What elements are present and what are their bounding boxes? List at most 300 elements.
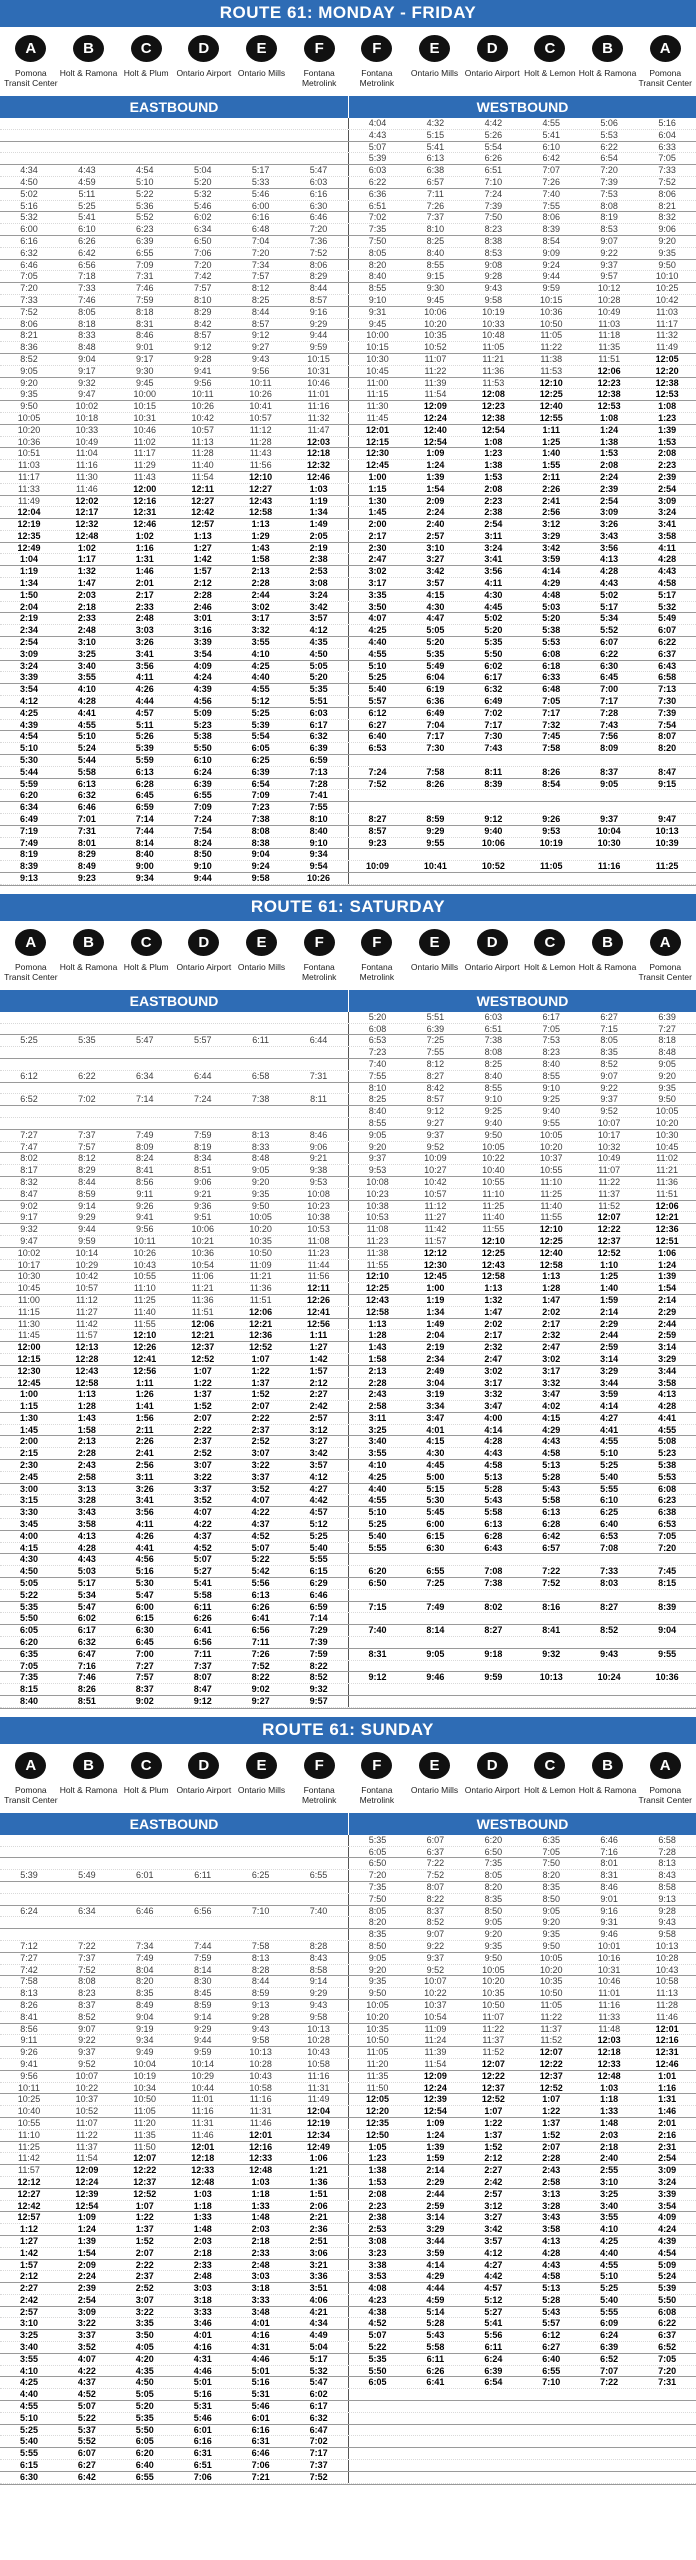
- time-cell: 9:32: [78, 377, 96, 388]
- time-cell: [522, 1554, 580, 1565]
- time-cell: 9:27: [251, 1696, 270, 1707]
- time-cell: 3:44: [426, 2235, 445, 2246]
- time-cell: 5:10: [19, 2412, 38, 2423]
- time-cell: 11:03: [656, 306, 679, 317]
- time-cell: 1:33: [193, 2212, 212, 2223]
- time-cell: 4:13: [542, 2235, 561, 2246]
- time-cell: 8:47: [20, 1188, 38, 1199]
- time-cell: 2:02: [542, 1306, 561, 1317]
- time-cell: 2:39: [77, 2283, 96, 2294]
- time-cell: 8:39: [658, 1601, 677, 1612]
- time-cell: 4:40: [348, 1484, 407, 1495]
- time-cell: 2:48: [77, 625, 96, 636]
- time-cell: 2:00: [19, 1436, 38, 1447]
- time-cell: [580, 1554, 638, 1565]
- westbound-label: WESTBOUND: [348, 1813, 696, 1835]
- time-cell: 4:01: [193, 2330, 212, 2341]
- time-cell: [290, 1894, 348, 1905]
- time-cell: 12:22: [133, 2165, 157, 2176]
- stop-name: Holt & Ramona: [59, 68, 118, 78]
- time-cell: 11:25: [133, 1294, 156, 1305]
- time-cell: 8:18: [78, 318, 96, 329]
- stop-eb-C: [117, 929, 175, 984]
- time-cell: 1:51: [309, 2188, 328, 2199]
- time-cell: 9:10: [542, 1082, 561, 1093]
- time-cell: 6:39: [426, 1023, 445, 1034]
- stop-letter-icon: B: [73, 1752, 104, 1779]
- time-cell: 2:58: [542, 2176, 561, 2187]
- time-cell: 8:19: [193, 1141, 212, 1152]
- time-cell: 4:42: [484, 118, 503, 128]
- time-cell: 3:21: [309, 2259, 328, 2270]
- time-cell: 7:06: [193, 247, 212, 258]
- time-cell: 9:32: [20, 1224, 38, 1235]
- time-cell: 4:11: [484, 578, 503, 589]
- time-cell: 5:01: [251, 2365, 270, 2376]
- time-cell: 1:13: [484, 1283, 503, 1294]
- time-cell: 9:53: [542, 825, 561, 836]
- schedule-row: [0, 2425, 696, 2437]
- time-cell: 3:16: [193, 625, 212, 636]
- time-cell: 6:43: [658, 660, 677, 671]
- time-cell: 4:43: [658, 566, 677, 577]
- time-cell: 2:40: [426, 519, 445, 530]
- time-cell: 5:39: [251, 719, 270, 730]
- time-cell: 12:26: [133, 1342, 157, 1353]
- time-cell: 9:52: [426, 1141, 445, 1152]
- time-cell: 9:05: [20, 365, 38, 376]
- time-cell: 10:10: [655, 271, 679, 282]
- time-cell: 3:09: [658, 2165, 677, 2176]
- time-cell: 8:06: [542, 212, 561, 223]
- time-cell: 11:03: [598, 318, 621, 329]
- time-cell: 2:54: [600, 495, 619, 506]
- time-cell: 8:43: [309, 1952, 328, 1963]
- time-cell: 10:43: [307, 2047, 330, 2058]
- time-cell: 11:42: [424, 1224, 447, 1235]
- time-cell: 5:10: [348, 1507, 407, 1518]
- time-cell: 4:13: [658, 1389, 677, 1400]
- schedule-row: [0, 590, 696, 602]
- time-cell: 7:27: [20, 1129, 38, 1140]
- time-cell: 9:10: [348, 295, 407, 306]
- time-cell: 7:06: [251, 2460, 270, 2471]
- time-cell: 9:28: [251, 2011, 270, 2022]
- time-cell: 6:43: [484, 1542, 503, 1553]
- time-cell: 9:52: [600, 1106, 618, 1117]
- stop-name: Holt & Ramona: [578, 1784, 637, 1795]
- time-cell: 10:05: [348, 2000, 407, 2011]
- time-cell: 3:00: [19, 1483, 38, 1494]
- time-cell: 7:39: [600, 176, 618, 187]
- stop-eb-F: [290, 929, 348, 984]
- time-cell: 3:32: [484, 1389, 503, 1400]
- time-cell: [174, 1024, 232, 1035]
- time-cell: 4:58: [658, 578, 677, 589]
- schedule-row: [0, 1696, 696, 1708]
- schedule-row: [0, 2118, 696, 2130]
- time-cell: 3:22: [193, 1471, 212, 1482]
- time-cell: 8:37: [78, 1999, 96, 2010]
- time-cell: 12:46: [655, 2058, 679, 2069]
- time-cell: 6:34: [19, 802, 38, 813]
- time-cell: 12:58: [539, 1259, 563, 1270]
- time-cell: 9:17: [78, 365, 96, 376]
- time-cell: 9:58: [484, 294, 503, 305]
- stop-eb-E: [233, 1752, 291, 1807]
- time-cell: 8:51: [193, 1165, 212, 1176]
- schedule-row: [0, 2342, 696, 2354]
- time-cell: 8:46: [309, 1129, 328, 1140]
- time-cell: 1:27: [309, 1342, 328, 1353]
- time-cell: [174, 1847, 232, 1858]
- time-cell: 1:46: [135, 566, 154, 577]
- time-cell: 5:05: [309, 660, 328, 671]
- time-cell: 12:53: [597, 401, 621, 412]
- time-cell: 9:47: [78, 389, 96, 400]
- time-cell: 5:41: [484, 2318, 503, 2329]
- time-cell: 6:33: [658, 141, 676, 152]
- time-cell: 1:42: [309, 1353, 328, 1364]
- time-cell: 4:25: [348, 625, 407, 636]
- time-cell: 4:11: [658, 542, 676, 553]
- time-cell: 9:24: [542, 259, 561, 270]
- schedule-row: [0, 1472, 696, 1484]
- time-cell: 1:48: [193, 2224, 212, 2235]
- time-cell: 5:45: [426, 1507, 445, 1518]
- time-cell: 5:08: [658, 1436, 677, 1447]
- time-cell: [290, 1858, 348, 1869]
- time-cell: 2:17: [542, 1318, 561, 1329]
- time-cell: 6:26: [78, 235, 96, 246]
- time-cell: 10:20: [348, 2012, 407, 2023]
- time-cell: 2:28: [348, 1378, 407, 1389]
- time-cell: 6:37: [658, 648, 677, 659]
- time-cell: 12:01: [348, 425, 407, 436]
- time-cell: 8:29: [77, 849, 96, 860]
- time-cell: 6:52: [20, 1094, 38, 1105]
- schedule-row: [0, 165, 696, 177]
- time-cell: 9:59: [542, 283, 561, 294]
- schedule-row: [0, 578, 696, 590]
- time-cell: 1:47: [542, 1294, 561, 1305]
- time-cell: 5:50: [193, 743, 212, 754]
- time-cell: [580, 1661, 638, 1672]
- time-cell: 11:22: [482, 2023, 505, 2034]
- time-cell: 10:55: [133, 1271, 157, 1282]
- time-cell: 4:42: [484, 2271, 503, 2282]
- schedule-row: [0, 720, 696, 732]
- time-cell: 8:57: [309, 294, 328, 305]
- time-cell: 5:55: [600, 2306, 619, 2317]
- time-cell: 8:11: [484, 766, 503, 777]
- time-cell: 7:46: [136, 283, 154, 294]
- time-cell: 9:44: [193, 873, 212, 883]
- time-cell: 10:08: [348, 1177, 407, 1188]
- stop-eb-B: [60, 35, 118, 90]
- time-cell: 9:57: [309, 1696, 328, 1707]
- time-cell: 12:32: [75, 519, 99, 530]
- time-cell: 6:08: [658, 1483, 677, 1494]
- time-cell: [522, 2401, 580, 2412]
- time-cell: [58, 1929, 116, 1940]
- time-cell: 5:49: [78, 1870, 96, 1881]
- time-cell: 10:35: [348, 2024, 407, 2035]
- time-cell: [0, 1835, 58, 1846]
- time-cell: 3:22: [77, 2318, 96, 2329]
- time-cell: 1:07: [484, 2106, 503, 2117]
- time-cell: 12:54: [423, 2106, 447, 2117]
- time-cell: 1:48: [600, 2117, 619, 2128]
- time-cell: [522, 2425, 580, 2436]
- time-cell: 8:10: [426, 224, 445, 235]
- time-cell: 1:42: [19, 2247, 38, 2258]
- time-cell: 3:29: [542, 530, 561, 541]
- time-cell: [232, 1917, 290, 1928]
- stop-name: Pomona Transit Center: [4, 961, 58, 982]
- time-cell: 12:56: [307, 1318, 331, 1329]
- time-cell: 7:29: [309, 1625, 328, 1636]
- time-cell: 11:24: [424, 2035, 447, 2046]
- time-cell: 2:58: [348, 1401, 407, 1412]
- time-cell: 7:58: [251, 1940, 270, 1951]
- time-cell: 5:16: [251, 2377, 270, 2388]
- time-cell: [522, 790, 580, 801]
- time-cell: 1:15: [348, 484, 407, 495]
- time-cell: 3:09: [19, 648, 38, 659]
- time-cell: 9:44: [309, 330, 328, 341]
- time-cell: 12:51: [655, 1235, 679, 1246]
- time-cell: 11:42: [75, 1318, 98, 1329]
- time-cell: 9:30: [426, 283, 445, 294]
- time-cell: 10:48: [482, 330, 505, 341]
- time-cell: 4:11: [136, 672, 154, 683]
- time-cell: 7:55: [309, 802, 328, 813]
- time-cell: 1:30: [348, 496, 407, 507]
- time-cell: 12:52: [191, 1353, 215, 1364]
- time-cell: 10:15: [539, 294, 563, 305]
- stop-wb-D: [463, 35, 521, 90]
- time-cell: 10:02: [17, 1247, 41, 1258]
- stop-letter-icon: B: [73, 929, 104, 956]
- time-cell: 4:10: [77, 684, 96, 695]
- time-cell: 3:32: [251, 625, 270, 636]
- time-cell: 2:01: [658, 2117, 677, 2128]
- time-cell: 7:37: [426, 212, 445, 223]
- time-cell: 4:25: [251, 660, 270, 671]
- time-cell: [116, 1882, 174, 1893]
- time-cell: 2:59: [426, 2200, 445, 2211]
- time-cell: 2:30: [348, 543, 407, 554]
- time-cell: [464, 802, 522, 813]
- time-cell: 9:35: [348, 1976, 407, 1987]
- time-cell: 5:59: [19, 778, 38, 789]
- time-cell: 4:50: [135, 2377, 154, 2388]
- schedule-row: [0, 1094, 696, 1106]
- time-cell: [348, 1554, 407, 1565]
- time-cell: [464, 2448, 522, 2459]
- stop-name: Fontana Metrolink: [301, 961, 337, 982]
- time-cell: 11:55: [540, 1212, 563, 1223]
- time-cell: 8:58: [309, 1964, 328, 1975]
- stop-name: Pomona Transit Center: [4, 68, 58, 88]
- time-cell: 3:43: [542, 2212, 561, 2223]
- time-cell: 7:17: [484, 719, 503, 730]
- time-cell: 10:43: [133, 1259, 157, 1270]
- time-cell: 2:40: [600, 2153, 619, 2164]
- schedule-row: [0, 1024, 696, 1036]
- time-cell: 5:02: [484, 613, 503, 624]
- time-cell: 12:27: [17, 2188, 41, 2199]
- time-cell: 1:57: [19, 2259, 38, 2270]
- time-cell: 8:18: [658, 1035, 676, 1046]
- stop-wb-F: [348, 929, 406, 984]
- time-cell: 4:26: [135, 1530, 154, 1541]
- time-cell: 3:17: [251, 613, 270, 624]
- time-cell: 3:24: [309, 589, 328, 600]
- time-cell: 10:37: [424, 1999, 447, 2010]
- time-cell: 2:58: [77, 1471, 96, 1482]
- time-cell: [116, 1047, 174, 1058]
- time-cell: 5:50: [348, 2366, 407, 2377]
- time-cell: 6:17: [484, 672, 503, 683]
- time-cell: 10:09: [348, 861, 407, 872]
- time-cell: 3:42: [542, 542, 561, 553]
- time-cell: 5:24: [77, 743, 96, 754]
- time-cell: 12:15: [17, 1353, 41, 1364]
- time-cell: 11:37: [75, 2141, 98, 2152]
- time-cell: 10:42: [424, 1176, 447, 1187]
- time-cell: 1:39: [77, 2235, 96, 2246]
- schedule-row: [0, 2165, 696, 2177]
- time-cell: [348, 2401, 407, 2412]
- time-cell: 10:05: [482, 1964, 505, 1975]
- time-cell: 8:35: [542, 1882, 561, 1892]
- time-cell: 2:02: [484, 1318, 503, 1329]
- time-cell: 2:00: [348, 519, 407, 530]
- time-cell: [580, 2425, 638, 2436]
- time-cell: 5:38: [193, 731, 212, 742]
- time-cell: 2:47: [542, 1342, 561, 1353]
- time-cell: 9:21: [309, 1153, 328, 1164]
- time-cell: 11:49: [18, 495, 40, 506]
- time-cell: 12:45: [17, 1377, 41, 1388]
- time-cell: 11:09: [249, 1259, 272, 1270]
- schedule-row: [0, 1917, 696, 1929]
- time-cell: 5:32: [658, 601, 677, 612]
- time-cell: 6:00: [426, 1519, 445, 1530]
- time-cell: 4:21: [309, 2306, 328, 2317]
- time-cell: 11:49: [307, 2094, 330, 2105]
- time-cell: 4:52: [348, 2318, 407, 2329]
- time-cell: 4:47: [426, 613, 445, 624]
- time-cell: 7:35: [19, 1672, 38, 1683]
- time-cell: 11:22: [598, 1176, 621, 1187]
- time-cell: 7:37: [309, 2460, 328, 2471]
- time-cell: 7:05: [658, 2353, 677, 2364]
- time-cell: 12:35: [348, 2118, 407, 2129]
- time-cell: 10:35: [424, 330, 447, 341]
- time-cell: 10:26: [307, 873, 331, 883]
- time-cell: 7:01: [77, 814, 96, 825]
- time-cell: [232, 1106, 290, 1117]
- time-cell: 5:56: [484, 2330, 503, 2341]
- time-cell: 9:47: [658, 814, 677, 825]
- time-cell: 7:59: [136, 294, 154, 305]
- time-cell: 6:31: [193, 2448, 212, 2459]
- time-cell: 11:00: [348, 378, 407, 389]
- time-cell: 8:50: [484, 1905, 503, 1916]
- time-cell: 7:52: [542, 1578, 561, 1589]
- time-cell: 5:50: [135, 2424, 154, 2435]
- time-cell: 4:28: [658, 1401, 677, 1412]
- time-cell: 7:18: [78, 271, 96, 282]
- time-cell: 6:24: [484, 2353, 503, 2364]
- time-cell: 2:48: [135, 613, 154, 624]
- time-cell: 3:50: [135, 2330, 154, 2341]
- time-cell: 5:20: [309, 672, 328, 683]
- time-cell: [406, 1613, 464, 1624]
- time-cell: 12:45: [423, 1271, 447, 1282]
- time-cell: 7:50: [348, 236, 407, 247]
- time-cell: 3:25: [600, 2188, 619, 2199]
- time-cell: 5:16: [658, 118, 676, 128]
- time-cell: 8:08: [251, 825, 270, 836]
- time-cell: 3:09: [600, 507, 619, 518]
- time-cell: 6:26: [484, 153, 503, 164]
- time-cell: 6:16: [309, 188, 328, 199]
- time-cell: 6:05: [135, 2436, 154, 2447]
- time-cell: 6:39: [251, 766, 270, 777]
- time-cell: 11:33: [18, 483, 40, 494]
- time-cell: 3:28: [77, 1495, 96, 1506]
- stop-name: Fontana Metrolink: [359, 68, 395, 88]
- time-cell: 9:21: [193, 1188, 212, 1199]
- time-cell: [174, 1929, 232, 1940]
- time-cell: [116, 118, 174, 129]
- time-cell: 7:31: [136, 271, 154, 282]
- time-cell: 12:57: [191, 519, 215, 530]
- time-cell: 2:54: [658, 2153, 677, 2164]
- time-cell: 10:13: [249, 2047, 272, 2058]
- time-cell: 12:06: [655, 1200, 679, 1211]
- time-cell: 10:14: [75, 1247, 99, 1258]
- time-cell: 8:13: [251, 1129, 270, 1140]
- time-cell: 3:36: [309, 2271, 328, 2282]
- time-cell: 7:06: [193, 2471, 212, 2482]
- time-cell: 2:56: [135, 1460, 154, 1471]
- time-cell: 10:45: [348, 366, 407, 377]
- time-cell: 11:51: [656, 1188, 679, 1199]
- time-cell: 5:11: [78, 188, 96, 199]
- time-cell: 11:35: [133, 2129, 156, 2140]
- time-cell: 7:13: [309, 766, 328, 777]
- stop-letter-icon: E: [419, 929, 450, 956]
- time-cell: 7:09: [136, 259, 154, 270]
- time-cell: 4:14: [426, 2259, 445, 2270]
- time-cell: 12:18: [307, 448, 331, 459]
- time-cell: 7:08: [484, 1566, 503, 1577]
- time-cell: 7:44: [135, 825, 154, 836]
- stop-name: Pomona Transit Center: [4, 1784, 58, 1805]
- time-cell: [58, 1118, 116, 1129]
- time-cell: 6:22: [600, 648, 619, 659]
- time-cell: 8:40: [348, 271, 407, 282]
- time-cell: 6:13: [484, 1519, 503, 1530]
- time-cell: 12:31: [655, 2047, 679, 2058]
- time-cell: 3:19: [426, 1389, 445, 1400]
- time-cell: 12:24: [75, 2176, 99, 2187]
